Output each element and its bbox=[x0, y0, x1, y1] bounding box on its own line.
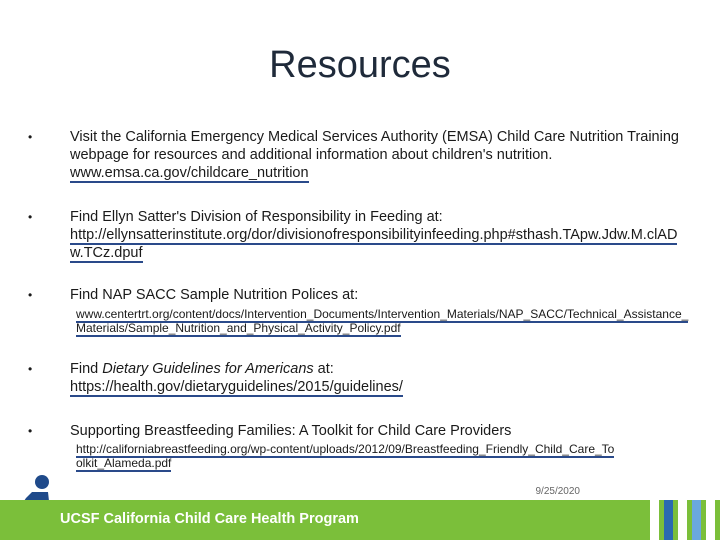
bullet-description: Find Ellyn Satter's Division of Responsibility in Feeding at: bbox=[70, 209, 443, 225]
stripe bbox=[650, 500, 659, 540]
breastfeeding-link[interactable]: http://californiabreastfeeding.org/wp-content/uploads/2012/09/Breastfeeding_Friendly_Child_Care_Toolkit_Alameda.pdf bbox=[76, 442, 615, 470]
stripe bbox=[692, 500, 701, 540]
dietary-guidelines-link[interactable]: https://health.gov/dietaryguidelines/2015/guidelines/ bbox=[70, 379, 403, 395]
bullet-dot: • bbox=[28, 362, 33, 376]
bullet-dot: • bbox=[28, 424, 33, 438]
bullet-text: Find NAP SACC Sample Nutrition Polices at: bbox=[70, 287, 359, 303]
page-title: Resources bbox=[269, 44, 451, 86]
stripe bbox=[678, 500, 687, 540]
footer-bar bbox=[0, 500, 720, 540]
bullet-description bbox=[70, 360, 680, 378]
bullet-dot: • bbox=[28, 130, 33, 144]
nap-sacc-link[interactable]: www.centertrt.org/content/docs/Intervention_Documents/Intervention_Materials/NAP_SACC/Technical_Assistance_Materials/Sample_Nutrition_and_Physical_Activity_Policy.pdf bbox=[76, 307, 689, 335]
bullet-text bbox=[70, 208, 680, 262]
footer-program-name: UCSF California Child Care Health Program bbox=[60, 511, 359, 527]
bullet-text: Supporting Breastfeeding Families: A Toolkit for Child Care Providers bbox=[70, 423, 512, 439]
bullet-description: Visit the California Emergency Medical Services Authority (EMSA) Child Care Nutrition Training webpage for resources and additional information about children's nutrition. bbox=[70, 129, 679, 163]
ellyn-satter-link[interactable]: http://ellynsatterinstitute.org/dor/divisionofresponsibilityinfeeding.php#sthash.TApw.Jdw.M.clADw.TCz.dpuf bbox=[70, 227, 678, 261]
emsa-link[interactable]: www.emsa.ca.gov/childcare_nutrition bbox=[70, 165, 309, 181]
nap-sacc-link-block bbox=[76, 307, 696, 335]
footer-stripes bbox=[650, 500, 720, 540]
bullet-text bbox=[70, 360, 680, 396]
text-italic: Dietary Guidelines for Americans bbox=[102, 361, 314, 377]
breastfeeding-link-block bbox=[76, 442, 616, 470]
bullet-dot: • bbox=[28, 288, 33, 302]
stripe bbox=[706, 500, 715, 540]
text-prefix: Find bbox=[70, 361, 103, 377]
stripe bbox=[664, 500, 673, 540]
text-suffix: at: bbox=[313, 361, 334, 377]
bullet-dot: • bbox=[28, 210, 33, 224]
slide-date: 9/25/2020 bbox=[535, 486, 580, 497]
bullet-text bbox=[70, 128, 680, 182]
